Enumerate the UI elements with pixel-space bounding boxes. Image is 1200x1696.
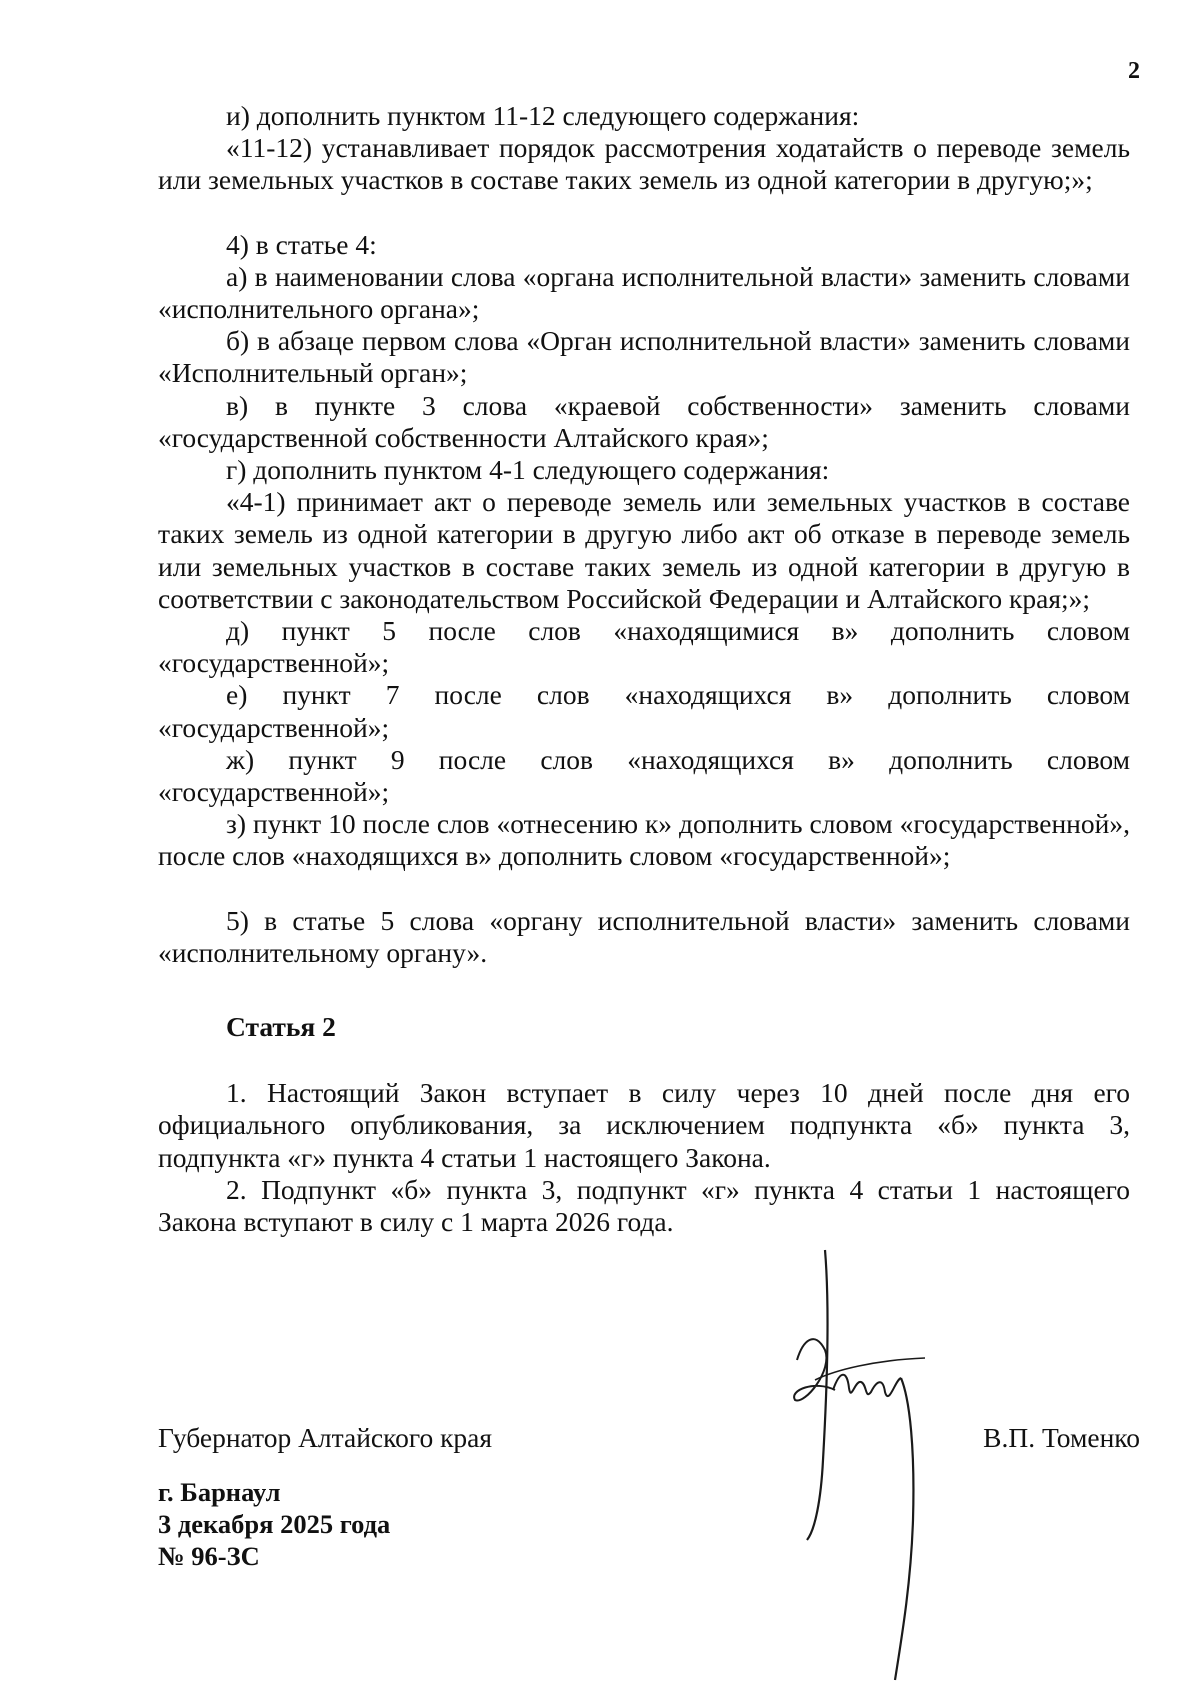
paragraph: а) в наименовании слова «органа исполнительной власти» заменить словами «исполнительного органа»; xyxy=(158,260,1130,325)
spacer xyxy=(158,969,1130,1011)
paragraph: г) дополнить пунктом 4-1 следующего содержания: xyxy=(226,454,830,486)
paragraph: 1. Настоящий Закон вступает в силу через 10 дней после дня его официального опубликования, за исключением подпункта «б» пункта 3, подпункта «г» пункта 4 статьи 1 настоящего Закона. xyxy=(158,1077,1130,1173)
paragraph: 5) в статье 5 слова «органу исполнительной власти» заменить словами «исполнительному органу». xyxy=(158,904,1130,968)
document-body xyxy=(158,100,1130,1238)
governor-title: Губернатор Алтайского края xyxy=(158,1422,493,1453)
paragraph: 4) в статье 4: xyxy=(226,228,377,260)
governor-name: В.П. Томенко xyxy=(983,1422,1140,1453)
paragraph: 2. Подпункт «б» пункта 3, подпункт «г» пункта 4 статьи 1 настоящего Закона вступают в силу с 1 марта 2026 года. xyxy=(158,1173,1130,1238)
spacer xyxy=(158,873,1130,905)
paragraph: ж) пункт 9 после слов «находящихся в» дополнить словом «государственной»; xyxy=(158,743,1130,808)
document-footer xyxy=(158,1476,390,1572)
paragraph: е) пункт 7 после слов «находящихся в» дополнить словом «государственной»; xyxy=(158,679,1130,743)
handwritten-signature xyxy=(785,1230,975,1690)
date: 3 декабря 2025 года xyxy=(158,1509,391,1539)
spacer xyxy=(158,197,1130,229)
paragraph: з) пункт 10 после слов «отнесению к» дополнить словом «государственной», после слов «находящихся в» дополнить словом «государственной»; xyxy=(158,808,1130,872)
paragraph: б) в абзаце первом слова «Орган исполнительной власти» заменить словами «Исполнительный орган»; xyxy=(158,325,1130,389)
spacer xyxy=(158,1043,1130,1077)
page-number: 2 xyxy=(1128,58,1140,84)
city: г. Барнаул xyxy=(158,1477,281,1507)
article-heading: Статья 2 xyxy=(226,1011,336,1043)
paragraph: д) пункт 5 после слов «находящимися в» дополнить словом «государственной»; xyxy=(158,615,1130,679)
law-number: № 96-ЗС xyxy=(158,1541,260,1571)
paragraph: «11-12) устанавливает порядок рассмотрения ходатайств о переводе земель или земельных участков в составе таких земель из одной категории в другую;»; xyxy=(158,132,1130,196)
paragraph: и) дополнить пунктом 11-12 следующего содержания: xyxy=(226,100,860,131)
paragraph: «4-1) принимает акт о переводе земель или земельных участков в составе таких земель из одной категории в другую либо акт об отказе в переводе земель или земельных участков в составе таких земель из одной категории в другую в соответствии с законодательством Российской Федерации и Алтайского края;»; xyxy=(158,486,1130,614)
paragraph: в) в пункте 3 слова «краевой собственности» заменить словами «государственной собственности Алтайского края»; xyxy=(158,389,1130,453)
